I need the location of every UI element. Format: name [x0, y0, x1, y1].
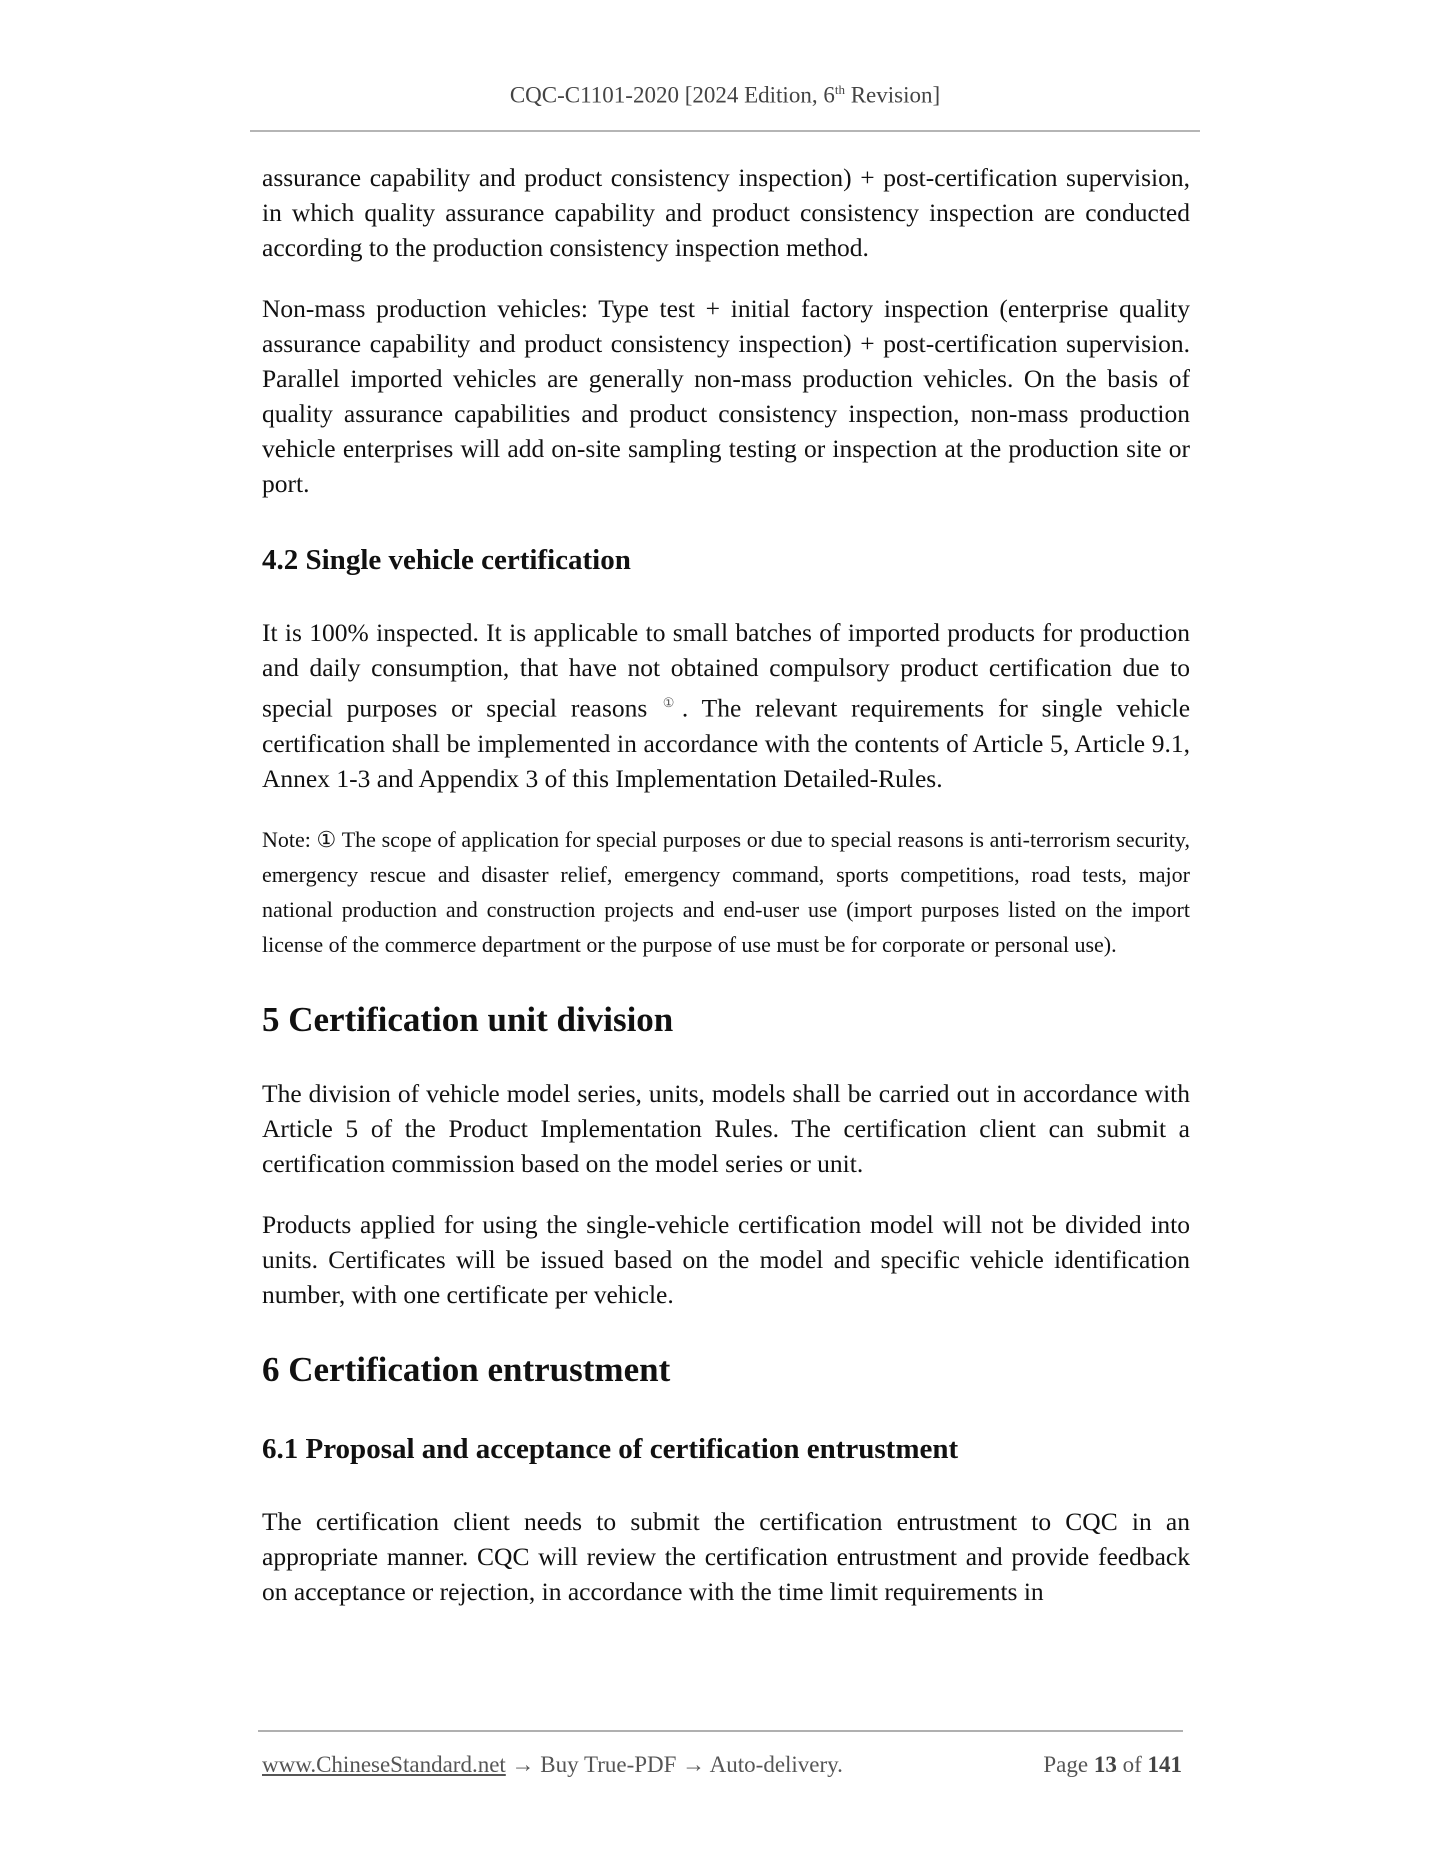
header-title: CQC-C1101-2020 [2024 Edition, 6 [509, 82, 835, 108]
paragraph-3-text-a: It is 100% inspected. It is applicable to small batches of imported products for production and daily consumption, that have not obtained compulsory product certification due to special purposes or special reasons [262, 618, 1190, 723]
paragraph-4: The division of vehicle model series, units, models shall be carried out in accordance with Article 5 of the Product Implementation Rules. The certification client can submit a certification commission based on the model series or unit. [262, 1078, 1190, 1178]
page-label: Page [1043, 1752, 1094, 1777]
page-footer [262, 1752, 1182, 1778]
footer-text: → Buy True-PDF → Auto-delivery. [505, 1752, 843, 1777]
paragraph-2: Non-mass production vehicles: Type test + initial factory inspection (enterprise quality assurance capability and product consistency inspection) + post-certification supervision. Parallel imported vehicles are generally non-mass production vehicles. On the basis of quality assurance capabilities and product consistency inspection, non-mass production vehicle enterprises will add on-site sampling testing or inspection at the production site or port. [262, 294, 1190, 498]
current-page: 13 [1093, 1752, 1117, 1777]
header-divider [250, 130, 1200, 132]
heading-4-2: 4.2 Single vehicle certification [262, 544, 631, 576]
paragraph-1: assurance capability and product consistency inspection) + post-certification supervision, in which quality assurance capability and product consistency inspection are conducted according to the production consistency inspection method. [262, 163, 1190, 262]
heading-6: 6 Certification entrustment [262, 1349, 671, 1389]
of-label: of [1116, 1752, 1148, 1777]
heading-5: 5 Certification unit division [262, 999, 674, 1039]
total-pages: 141 [1147, 1752, 1182, 1777]
website-link[interactable]: www.ChineseStandard.net [262, 1752, 506, 1777]
footnote-note: Note: ① The scope of application for special purposes or due to special reasons is anti-terrorism security, emergency rescue and disaster relief, emergency command, sports competitions, road tests, major national production and construction projects and end-user use (import purposes listed on the import license of the commerce department or the purpose of use must be for corporate or personal use). [262, 826, 1190, 957]
footnote-reference: ① [655, 695, 682, 710]
page-number [1043, 1752, 1182, 1778]
paragraph-3 [262, 615, 1190, 796]
document-body [262, 160, 1190, 1635]
paragraph-3-text-b: . The relevant requirements for single vehicle certification shall be implemented in accordance with the contents of Article 5, Article 9.1, Annex 1-3 and Appendix 3 of this Implementation Detailed-Rules. [262, 693, 1191, 793]
page-header [250, 82, 1200, 109]
heading-6-1: 6.1 Proposal and acceptance of certification entrustment [262, 1432, 959, 1465]
header-superscript: th [834, 82, 845, 97]
paragraph-5: Products applied for using the single-vehicle certification model will not be divided into units. Certificates will be issued based on the model and specific vehicle identification number, with one certificate per vehicle. [262, 1209, 1190, 1309]
paragraph-6: The certification client needs to submit the certification entrustment to CQC in an appropriate manner. CQC will review the certification entrustment and provide feedback on acceptance or rejection, in accordance with the time limit requirements in [262, 1506, 1190, 1606]
header-title-end: Revision] [844, 82, 941, 108]
footer-divider [258, 1730, 1183, 1732]
